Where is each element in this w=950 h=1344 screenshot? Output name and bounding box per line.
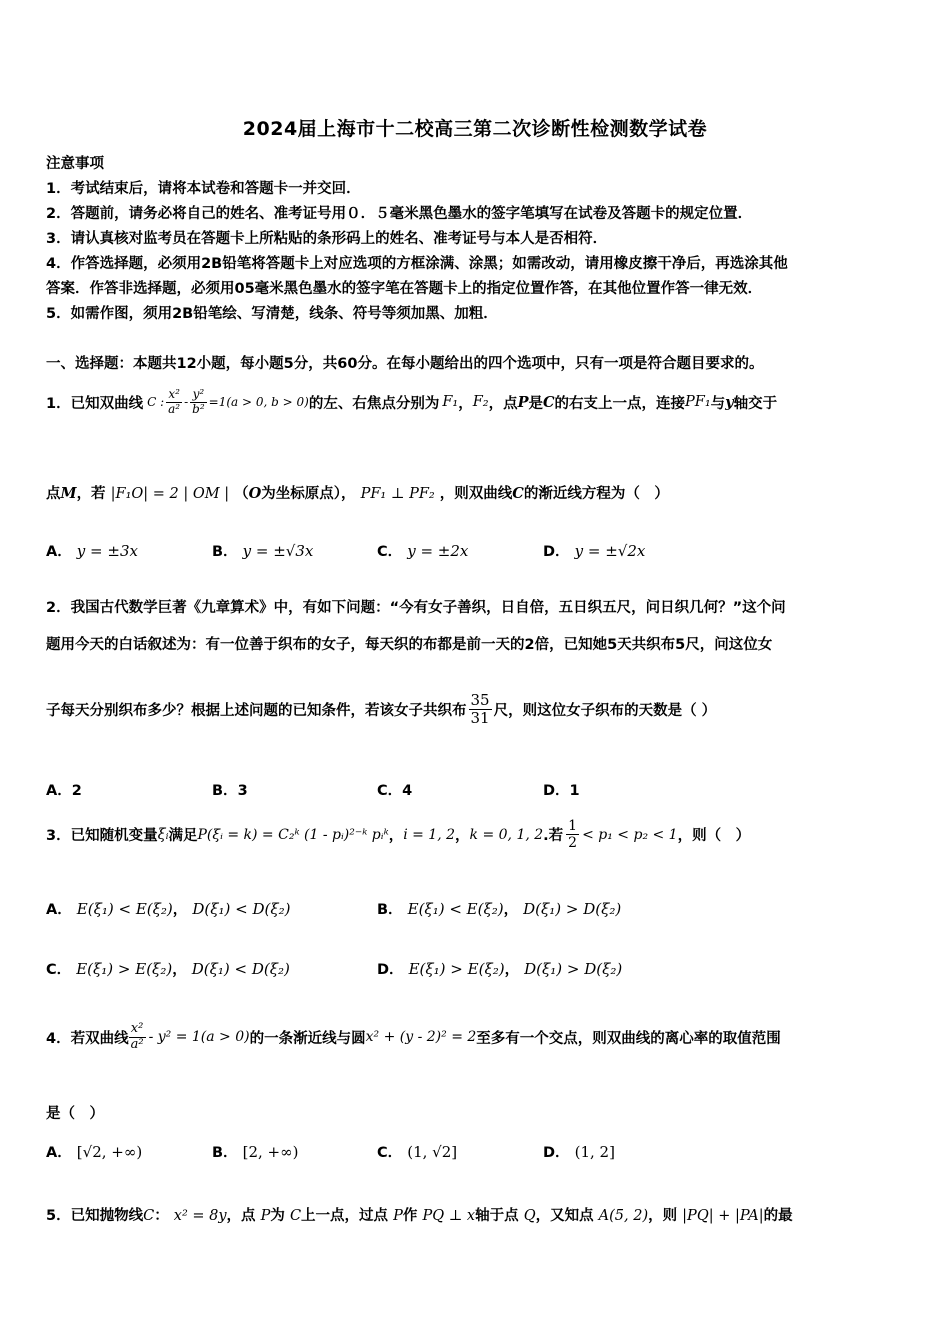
q2-text: 尺，则这位女子织布的天数是（ ） bbox=[493, 703, 717, 720]
q4-text: 4．若双曲线 bbox=[46, 1030, 129, 1047]
question-2-line-1: 2．我国古代数学巨著《九章算术》中，有如下问题：“今有女子善织，日自倍，五日织五尺，问日织几何？”这个问 bbox=[46, 600, 786, 616]
q1-eq-c: C : bbox=[147, 395, 165, 410]
question-3-line-1 bbox=[46, 818, 750, 851]
q1-pf1: PF₁ bbox=[685, 394, 711, 411]
q1-eq-perp: PF₁ ⊥ PF₂ bbox=[360, 486, 435, 502]
q5-eq-parabola: x² = 8y bbox=[173, 1208, 227, 1224]
q1-y: y bbox=[725, 393, 734, 411]
q5-text: 为 bbox=[270, 1208, 285, 1224]
q2-option-b: B．3 bbox=[212, 783, 248, 799]
q3-eq-prob: P(ξᵢ = k) = C₂ᵏ (1 - pᵢ)²⁻ᵏ pᵢᵏ bbox=[197, 826, 389, 843]
q5-c: C bbox=[289, 1208, 302, 1224]
q4-eq-circle: x² + (y - 2)² = 2 bbox=[365, 1029, 477, 1046]
q4-option-b: B． [2, +∞) bbox=[212, 1143, 299, 1161]
q1-m: M bbox=[60, 485, 77, 502]
q5-text: ，又知点 bbox=[535, 1208, 594, 1224]
q3-text: ，则（ ） bbox=[677, 828, 751, 845]
q1-option-a: A． y = ±3x bbox=[46, 542, 138, 560]
q3-option-c: C． E(ξ₁) > E(ξ₂)， D(ξ₁) < D(ξ₂) bbox=[46, 960, 290, 978]
q1-text: ，点 bbox=[488, 395, 518, 412]
q1-option-b: B． y = ±√3x bbox=[212, 542, 314, 560]
q3-text: .若 bbox=[543, 828, 564, 845]
q1-text: 是 bbox=[528, 395, 543, 412]
q3-text: ， bbox=[388, 828, 404, 845]
q1-text: 点 bbox=[46, 486, 61, 502]
q5-c: C bbox=[143, 1208, 155, 1224]
q4-frac: $\frac{\text{x²}}{\text{a²}}$ bbox=[130, 1021, 144, 1052]
q5-q: Q bbox=[523, 1208, 536, 1224]
q4-option-d: D． (1, 2] bbox=[543, 1143, 615, 1161]
q5-p: P bbox=[260, 1208, 271, 1224]
q3-eq-i: i = 1, 2 bbox=[403, 826, 456, 843]
q1-text: 的左、右焦点分别为 bbox=[308, 395, 440, 412]
q5-eq-a: A(5, 2) bbox=[598, 1208, 649, 1224]
q3-xi: ξᵢ bbox=[157, 826, 169, 843]
q2-option-a: A．2 bbox=[46, 783, 82, 799]
q1-c: C bbox=[512, 485, 524, 502]
q1-frac-x: $\frac{\text{x²}}{\text{a²}}$ bbox=[168, 387, 181, 416]
q3-text: ， bbox=[455, 828, 470, 845]
q3-text: 满足 bbox=[168, 828, 198, 845]
section-heading: 一、选择题：本题共12小题，每小题5分，共60分。在每小题给出的四个选项中，只有一项是符合题目要求的。 bbox=[46, 356, 764, 372]
q3-eq-p: < p₁ < p₂ < 1 bbox=[582, 826, 678, 843]
q1-f2: F₂ bbox=[472, 394, 489, 411]
q2-option-c: C．4 bbox=[377, 783, 413, 799]
question-2-line-3 bbox=[46, 692, 716, 728]
q1-eq-cond: =1(a > 0, b > 0) bbox=[208, 395, 309, 410]
q5-text: 作 bbox=[402, 1208, 418, 1224]
q1-c: C bbox=[542, 393, 555, 411]
question-1-line-1: 1．已知双曲线 C : $\frac{\text{x²}}{\text{a²}}$ - $\frac{\text{y²}}{\text{b²}}$ =1(a > 0, b > 0) 的左、右焦点分别为 F₁ ， F₂ ，点 P 是 C 的右支上一点，连接 PF₁ 与 y 轴交于 bbox=[46, 387, 778, 416]
q4-eq-hyper: - y² = 1(a > 0) bbox=[148, 1029, 250, 1046]
q5-text: 轴于点 bbox=[475, 1208, 519, 1224]
notice-heading: 注意事项 bbox=[46, 156, 104, 172]
notice-item: 1．考试结束后，请将本试卷和答题卡一并交回． bbox=[46, 181, 361, 197]
q3-option-b: B． E(ξ₁) < E(ξ₂)， D(ξ₁) > D(ξ₂) bbox=[377, 900, 622, 918]
q2-fraction: $\frac{35}{31}$ bbox=[470, 691, 490, 728]
q5-text: ，点 bbox=[226, 1208, 256, 1224]
q5-text: 上一点，过点 bbox=[301, 1208, 389, 1224]
q2-option-d: D．1 bbox=[543, 783, 580, 799]
q3-option-d: D． E(ξ₁) > E(ξ₂)， D(ξ₁) > D(ξ₂) bbox=[377, 960, 623, 978]
q5-eq-sum: |PQ| + |PA| bbox=[682, 1208, 764, 1224]
question-2-line-2: 题用今天的白话叙述为：有一位善于织布的女子，每天织的布都是前一天的2倍，已知她5天共织布5尺，问这位女 bbox=[46, 637, 773, 653]
q3-option-a: A． E(ξ₁) < E(ξ₂)， D(ξ₁) < D(ξ₂) bbox=[46, 900, 291, 918]
q4-text: 至多有一个交点，则双曲线的离心率的取值范围 bbox=[476, 1030, 781, 1047]
q1-text: ， bbox=[458, 395, 473, 412]
q4-option-a: A． [√2, +∞) bbox=[46, 1143, 143, 1161]
notice-item: 5．如需作图，须用2B铅笔绘、写清楚，线条、符号等须加黑、加粗． bbox=[46, 306, 498, 322]
q5-p: P bbox=[393, 1208, 403, 1224]
q1-o: O bbox=[248, 485, 262, 502]
question-5-line-1 bbox=[46, 1204, 793, 1225]
question-4-line-2: 是（ ） bbox=[46, 1106, 104, 1122]
q1-text: ，若 bbox=[76, 486, 106, 502]
q1-text: （ bbox=[234, 486, 249, 502]
q1-text: 1．已知双曲线 bbox=[46, 395, 144, 412]
q1-f1: F₁ bbox=[442, 394, 459, 411]
q2-text: 子每天分别织布多少？根据上述问题的已知条件，若该女子共织布 bbox=[46, 703, 467, 720]
q3-half: $\frac{1}{2}$ bbox=[568, 818, 578, 852]
q3-eq-k: k = 0, 1, 2 bbox=[469, 826, 544, 843]
q4-text: 的一条渐近线与圆 bbox=[249, 1030, 366, 1047]
q1-eq-f1o: |F₁O| = 2 | OM | bbox=[110, 486, 230, 502]
q5-text: ： bbox=[154, 1208, 169, 1224]
question-1-line-2 bbox=[46, 482, 669, 503]
notice-item: 4．作答选择题，必须用2B铅笔将答题卡上对应选项的方框涂满、涂黑；如需改动，请用橡皮擦干净后，再选涂其他 bbox=[46, 256, 788, 272]
q5-eq-pq: PQ ⊥ x bbox=[422, 1208, 476, 1224]
q1-option-d: D． y = ±√2x bbox=[543, 542, 646, 560]
notice-item: 答案．作答非选择题，必须用05毫米黑色墨水的签字笔在答题卡上的指定位置作答，在其他位置作答一律无效． bbox=[46, 281, 763, 297]
q5-text: ，则 bbox=[648, 1208, 678, 1224]
q4-option-c: C． (1, √2] bbox=[377, 1143, 458, 1161]
q1-text: ，则双曲线 bbox=[439, 486, 513, 502]
q5-text: 5．已知抛物线 bbox=[46, 1208, 144, 1224]
notice-item: 3．请认真核对监考员在答题卡上所粘贴的条形码上的姓名、准考证号与本人是否相符． bbox=[46, 231, 608, 247]
q1-p: P bbox=[517, 393, 529, 411]
notice-item: 2．答题前，请务必将自己的姓名、准考证号用０．５毫米黑色墨水的签字笔填写在试卷及答题卡的规定位置． bbox=[46, 206, 753, 222]
q1-text: 轴交于 bbox=[733, 395, 778, 412]
question-4-line-1 bbox=[46, 1022, 781, 1053]
q5-text: 的最 bbox=[763, 1208, 793, 1224]
q3-text: 3．已知随机变量 bbox=[46, 828, 158, 845]
q1-option-c: C． y = ±2x bbox=[377, 542, 469, 560]
q1-text: 为坐标原点）， bbox=[261, 486, 356, 502]
q1-text: 的右支上一点，连接 bbox=[554, 395, 686, 412]
q1-frac-y: $\frac{\text{y²}}{\text{b²}}$ bbox=[192, 387, 205, 416]
page-title: 2024届上海市十二校高三第二次诊断性检测数学试卷 bbox=[242, 118, 708, 140]
q1-text: 的渐近线方程为（ ） bbox=[523, 486, 669, 502]
q1-text: 与 bbox=[710, 395, 726, 412]
